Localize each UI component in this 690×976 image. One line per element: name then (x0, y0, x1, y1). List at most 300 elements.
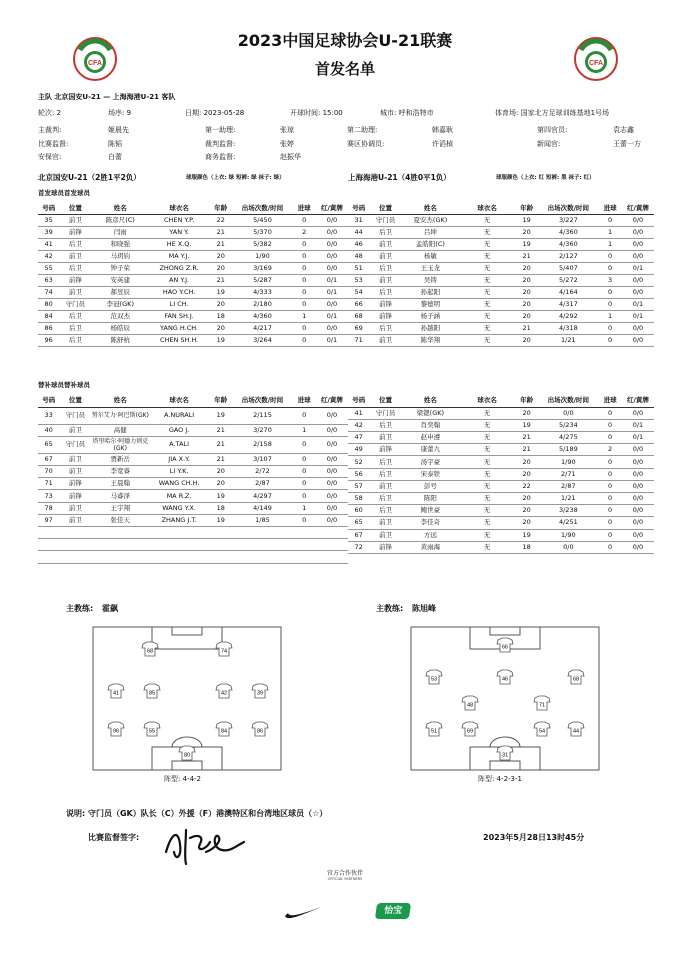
city: 城市: 呼和浩特市 (380, 109, 434, 117)
jersey-number: 31 (501, 752, 509, 759)
table-cell: 0 (292, 436, 316, 453)
table-cell: 19 (209, 287, 233, 299)
table-cell: 0 (598, 529, 622, 541)
empty-row (38, 551, 348, 563)
home-coach: 霍飙 (102, 604, 118, 613)
table-cell: 1/85 (233, 514, 293, 526)
table-row (348, 311, 654, 323)
table-cell: 2/72 (233, 466, 293, 478)
table-row (38, 275, 348, 287)
table-cell: 黎德明 (401, 299, 459, 311)
table-cell: 前卫 (369, 529, 401, 541)
table-cell: 0/1 (622, 432, 654, 444)
column-header: 年龄 (209, 203, 233, 215)
table-cell: 56 (348, 468, 369, 480)
column-header: 年龄 (515, 203, 539, 215)
table-cell: 0/0 (316, 323, 348, 335)
table-cell: 21 (515, 444, 539, 456)
table-cell: 3/169 (233, 263, 293, 275)
table-cell: 郝昱辰 (91, 287, 149, 299)
table-cell: 20 (515, 299, 539, 311)
table-cell: 后卫 (59, 263, 91, 275)
table-cell: 后卫 (59, 311, 91, 323)
home-team-title: 北京国安U-21（2胜1平2负） (38, 173, 141, 182)
referee-label: 主裁判: (38, 126, 62, 134)
table-cell: 20 (515, 227, 539, 239)
jersey-number: 39 (256, 690, 264, 697)
table-cell: 宋泰铁 (401, 468, 459, 480)
home-starters-table (38, 203, 348, 347)
table-cell: 前卫 (59, 466, 91, 478)
table-cell: 5/234 (538, 419, 598, 431)
table-cell: 后卫 (369, 419, 401, 431)
table-row (348, 493, 654, 505)
table-row (348, 444, 654, 456)
table-cell: WANG CH.H. (149, 478, 209, 490)
column-header: 位置 (59, 395, 91, 407)
table-row (38, 514, 348, 526)
table-row (348, 407, 654, 419)
table-cell: 2 (292, 227, 316, 239)
table-row (348, 541, 654, 553)
venue: 体育场: 国家北方足球训练基地1号场 (495, 109, 610, 117)
table-cell: 彭号 (401, 480, 459, 492)
column-header: 球衣名 (149, 395, 209, 407)
table-cell: MA Y.J. (149, 251, 209, 263)
table-cell: 19 (209, 490, 233, 502)
table-cell: 0/1 (622, 299, 654, 311)
table-cell: 21 (209, 424, 233, 436)
table-cell: 1/21 (538, 335, 598, 347)
table-cell: 65 (38, 436, 59, 453)
table-row (38, 502, 348, 514)
table-cell: 0/0 (316, 424, 348, 436)
table-cell: 无 (459, 444, 515, 456)
table-cell: 0/0 (316, 478, 348, 490)
table-cell: 4/164 (538, 287, 598, 299)
column-header: 位置 (59, 203, 91, 215)
column-header: 红/黄牌 (622, 395, 654, 407)
table-cell: 1/90 (538, 456, 598, 468)
table-cell: 后卫 (369, 456, 401, 468)
home-coach-label: 主教练: (66, 604, 94, 613)
table-row (348, 468, 654, 480)
table-cell: 后卫 (369, 287, 401, 299)
table-cell: 王晨翰 (91, 478, 149, 490)
table-cell: 20 (209, 251, 233, 263)
table-cell: 孙起阳 (401, 287, 459, 299)
ar2-value: 韩嘉耿 (432, 126, 453, 134)
signature (160, 822, 250, 867)
match-commissioner-label: 比赛监督: (38, 140, 69, 148)
table-cell: 44 (348, 227, 369, 239)
table-cell: MA R.Z. (149, 490, 209, 502)
cestbon-logo: 怡宝 (375, 903, 411, 919)
table-cell: 54 (348, 287, 369, 299)
referee-value: 姬晨先 (108, 126, 129, 134)
column-header: 进球 (598, 203, 622, 215)
jersey-number: 80 (183, 752, 191, 759)
table-cell: 4/292 (538, 311, 598, 323)
table-cell: 0 (292, 299, 316, 311)
table-cell: 0/1 (316, 311, 348, 323)
table-cell: 1/21 (538, 493, 598, 505)
table-cell: 无 (459, 299, 515, 311)
table-cell: 李佳奇 (401, 517, 459, 529)
table-row (38, 227, 348, 239)
table-cell: 4/217 (233, 323, 293, 335)
table-row (348, 517, 654, 529)
table-row (38, 263, 348, 275)
table-cell: 0/0 (622, 517, 654, 529)
table-cell: 20 (515, 468, 539, 480)
table-cell: 0 (598, 299, 622, 311)
table-cell: 赵申遵 (401, 432, 459, 444)
table-cell: 2/180 (233, 299, 293, 311)
table-cell: 前卫 (59, 502, 91, 514)
table-cell: 20 (515, 493, 539, 505)
table-cell: 守门员 (369, 215, 401, 227)
table-cell: 60 (348, 505, 369, 517)
table-cell: 前卫 (59, 424, 91, 436)
table-row (348, 251, 654, 263)
table-cell: 0/0 (622, 275, 654, 287)
table-cell: 0 (598, 505, 622, 517)
table-cell: 53 (348, 275, 369, 287)
column-header: 红/黄牌 (316, 395, 348, 407)
table-cell: 王玉龙 (401, 263, 459, 275)
fourth-official-label: 第四官员: (537, 126, 568, 134)
table-cell: 0/0 (316, 239, 348, 251)
away-coach: 陈旭峰 (412, 604, 436, 613)
table-cell: 0/1 (622, 419, 654, 431)
table-cell: 前卫 (369, 432, 401, 444)
jersey-number: 46 (501, 676, 509, 683)
table-row (348, 287, 654, 299)
table-header-row (348, 203, 654, 215)
table-cell: 0/0 (316, 436, 348, 453)
table-cell: 无 (459, 335, 515, 347)
table-cell: JIA X.Y. (149, 453, 209, 465)
table-cell: 0 (598, 468, 622, 480)
table-cell: 0/0 (622, 505, 654, 517)
table-cell: 20 (209, 478, 233, 490)
security-label: 安保官: (38, 153, 62, 161)
table-cell: 鲍世豪 (401, 505, 459, 517)
table-cell: 和晓强 (91, 239, 149, 251)
table-cell: 无 (459, 480, 515, 492)
column-header: 位置 (369, 203, 401, 215)
signature-datetime: 2023年5月28日13时45分 (483, 833, 585, 842)
table-cell: 0/1 (316, 335, 348, 347)
table-cell: 4/360 (538, 227, 598, 239)
table-cell: 汤宇豪 (401, 456, 459, 468)
legend-note: 说明: 守门员（GK）队长（C）外援（F）港澳特区和台湾地区球员（☆） (66, 809, 328, 818)
table-cell: 18 (515, 541, 539, 553)
table-cell: 41 (38, 239, 59, 251)
table-cell: 0/0 (622, 251, 654, 263)
table-cell: 0/0 (316, 227, 348, 239)
coordinator-value: 许滔楨 (432, 140, 453, 148)
table-cell: 闫雨 (91, 227, 149, 239)
table-cell: CHEN SH.H. (149, 335, 209, 347)
empty-row (38, 539, 348, 551)
table-cell: 孟皓阳(C) (401, 239, 459, 251)
table-cell: 后卫 (369, 323, 401, 335)
table-cell: 0/0 (538, 541, 598, 553)
table-cell: 20 (515, 311, 539, 323)
table-cell: 前锋 (59, 478, 91, 490)
table-row (348, 299, 654, 311)
table-cell: 0/0 (316, 453, 348, 465)
table-cell: 19 (515, 419, 539, 431)
table-cell: 21 (515, 251, 539, 263)
table-cell: 前卫 (369, 480, 401, 492)
table-cell: 20 (515, 517, 539, 529)
match-teams: 主队 北京国安U-21 — 上海海港U-21 客队 (38, 93, 176, 101)
table-cell: 4/333 (233, 287, 293, 299)
jersey-number: 96 (112, 728, 120, 735)
table-cell: 0 (598, 287, 622, 299)
table-cell: 20 (515, 456, 539, 468)
table-cell: 0/0 (622, 480, 654, 492)
table-cell: 21 (515, 432, 539, 444)
table-cell: 0/0 (622, 529, 654, 541)
table-cell: 后卫 (59, 239, 91, 251)
table-cell: 3/264 (233, 335, 293, 347)
table-row (38, 424, 348, 436)
table-cell: 63 (38, 275, 59, 287)
column-header: 年龄 (209, 395, 233, 407)
subs-section-title: 替补球员替补球员 (38, 381, 90, 389)
table-cell: 1 (598, 311, 622, 323)
column-header: 号码 (348, 395, 369, 407)
table-cell: 守门员 (369, 407, 401, 419)
table-cell: 无 (459, 541, 515, 553)
table-cell: 21 (209, 275, 233, 287)
table-cell: 守门员 (59, 407, 91, 424)
table-cell: 后卫 (59, 335, 91, 347)
kickoff-time: 开球时间: 15:00 (290, 109, 343, 117)
table-cell: 陈彦尺(C) (91, 215, 149, 227)
partner-label-en: OFFICIAL PARTNERS (327, 877, 363, 881)
table-cell: 0/1 (622, 263, 654, 275)
table-cell: 0/0 (622, 444, 654, 456)
column-header: 位置 (369, 395, 401, 407)
table-cell: 0 (598, 335, 622, 347)
table-cell: 40 (38, 424, 59, 436)
table-cell: 21 (209, 453, 233, 465)
table-cell: 后卫 (369, 505, 401, 517)
table-cell: 前锋 (59, 490, 91, 502)
away-kit: 球服颜色（上衣: 红 短裤: 黑 袜子: 红） (496, 175, 595, 181)
table-cell: 48 (348, 251, 369, 263)
table-row (348, 432, 654, 444)
table-cell: 无 (459, 493, 515, 505)
nike-swoosh-logo (283, 904, 323, 920)
fourth-official-value: 袁志鑫 (613, 126, 634, 134)
table-cell: 0 (292, 263, 316, 275)
table-row (348, 419, 654, 431)
table-cell: 0 (598, 480, 622, 492)
table-cell: 0/0 (316, 299, 348, 311)
table-cell: 0 (598, 407, 622, 419)
column-header: 红/黄牌 (622, 203, 654, 215)
table-cell: 69 (348, 323, 369, 335)
table-cell: 0/0 (316, 490, 348, 502)
column-header: 出场次数/时间 (538, 395, 598, 407)
table-cell: 0/0 (622, 407, 654, 419)
table-cell: 0/0 (316, 251, 348, 263)
table-cell: 46 (348, 239, 369, 251)
table-cell: 前卫 (369, 275, 401, 287)
table-cell: 0 (598, 251, 622, 263)
table-cell: 前锋 (369, 311, 401, 323)
table-cell: 4/360 (233, 311, 293, 323)
table-header-row (38, 395, 348, 407)
table-cell: 王宇翔 (91, 502, 149, 514)
table-cell: 0/0 (622, 323, 654, 335)
table-cell: 33 (38, 407, 59, 424)
table-cell: 前锋 (369, 299, 401, 311)
table-cell: 5/382 (233, 239, 293, 251)
table-cell: 前卫 (59, 453, 91, 465)
table-cell: 18 (209, 311, 233, 323)
table-cell: 李宽睿 (91, 466, 149, 478)
table-cell: CHEN Y.P. (149, 215, 209, 227)
table-cell: 前卫 (369, 251, 401, 263)
jersey-number: 48 (466, 702, 474, 709)
table-cell: 2/87 (233, 478, 293, 490)
table-cell: 0 (598, 323, 622, 335)
table-cell: ZHONG Z.R. (149, 263, 209, 275)
table-cell: 4/297 (233, 490, 293, 502)
table-cell: 71 (348, 335, 369, 347)
table-cell: 0 (292, 407, 316, 424)
table-row (348, 323, 654, 335)
table-cell: 高健 (91, 424, 149, 436)
table-row (38, 335, 348, 347)
table-row (38, 407, 348, 424)
table-cell: YAN Y. (149, 227, 209, 239)
away-coach-label: 主教练: (376, 604, 404, 613)
table-cell: 0 (292, 275, 316, 287)
table-cell: 0 (292, 478, 316, 490)
table-cell: LI CH. (149, 299, 209, 311)
round: 轮次: 2 (38, 109, 62, 117)
table-cell: 0 (598, 541, 622, 553)
page-subtitle: 首发名单 (314, 60, 375, 78)
table-cell: 20 (515, 275, 539, 287)
table-cell: 0/1 (622, 311, 654, 323)
ar2-label: 第二助理: (347, 126, 378, 134)
table-cell: 0 (292, 323, 316, 335)
table-cell: 35 (38, 215, 59, 227)
table-cell: 贾新岳 (91, 453, 149, 465)
table-cell: 张佳天 (91, 514, 149, 526)
table-cell: 18 (209, 502, 233, 514)
table-cell: 4/360 (538, 239, 598, 251)
table-cell: 0/0 (622, 493, 654, 505)
table-cell: 21 (209, 239, 233, 251)
table-cell: 无 (459, 432, 515, 444)
table-cell: 4/318 (538, 323, 598, 335)
table-cell: 2 (598, 444, 622, 456)
table-cell: 0 (598, 263, 622, 275)
table-header-row (348, 395, 654, 407)
column-header: 姓名 (91, 203, 149, 215)
table-cell: 马睿泽 (91, 490, 149, 502)
table-cell: 0/0 (622, 335, 654, 347)
press-officer-value: 王蕾一方 (613, 140, 641, 148)
column-header: 姓名 (91, 395, 149, 407)
table-cell: 守门员 (59, 299, 91, 311)
table-cell: 无 (459, 468, 515, 480)
table-cell: 前锋 (59, 275, 91, 287)
table-cell: 19 (515, 239, 539, 251)
table-cell: 71 (38, 478, 59, 490)
table-cell: 84 (38, 311, 59, 323)
table-cell: 67 (348, 529, 369, 541)
jersey-number: 42 (220, 690, 228, 697)
table-cell: 4/149 (233, 502, 293, 514)
table-cell: FAN SH.J. (149, 311, 209, 323)
table-cell: 41 (348, 407, 369, 419)
table-cell: 1/90 (538, 529, 598, 541)
table-cell: 0 (292, 287, 316, 299)
table-row (38, 323, 348, 335)
table-cell: 无 (459, 311, 515, 323)
table-cell: 65 (348, 517, 369, 529)
table-row (38, 215, 348, 227)
table-cell: 19 (209, 514, 233, 526)
table-cell: 无 (459, 239, 515, 251)
table-cell: 前卫 (59, 251, 91, 263)
table-cell: 前卫 (59, 215, 91, 227)
coordinator-label: 赛区协调员: (347, 140, 385, 148)
jersey-number: 86 (256, 728, 264, 735)
table-cell: 3/227 (538, 215, 598, 227)
jersey-number: 68 (146, 648, 154, 655)
table-header-row (38, 203, 348, 215)
table-cell: 后卫 (369, 263, 401, 275)
table-row (348, 456, 654, 468)
table-cell: 前卫 (369, 335, 401, 347)
table-cell: 5/407 (538, 263, 598, 275)
table-cell: 无 (459, 517, 515, 529)
table-cell: 努尔艾力·阿巴斯(GK) (91, 407, 149, 424)
table-cell: 97 (38, 514, 59, 526)
table-row (348, 335, 654, 347)
table-cell: 4/275 (538, 432, 598, 444)
table-cell: 21 (515, 323, 539, 335)
table-cell: 0/0 (316, 514, 348, 526)
column-header: 球衣名 (149, 203, 209, 215)
column-header: 出场次数/时间 (538, 203, 598, 215)
table-cell: 0/0 (316, 263, 348, 275)
table-cell: 前锋 (369, 541, 401, 553)
table-cell: 前卫 (59, 287, 91, 299)
table-cell: 20 (515, 505, 539, 517)
table-cell: 22 (515, 480, 539, 492)
table-row (348, 275, 654, 287)
table-cell: 陈阳 (401, 493, 459, 505)
table-cell: 0 (598, 215, 622, 227)
home-subs-table (38, 395, 348, 564)
table-cell: 5/272 (538, 275, 598, 287)
table-cell: 塔里哈尔·阿德力则克(GK) (92, 437, 149, 452)
table-cell: 0 (292, 239, 316, 251)
